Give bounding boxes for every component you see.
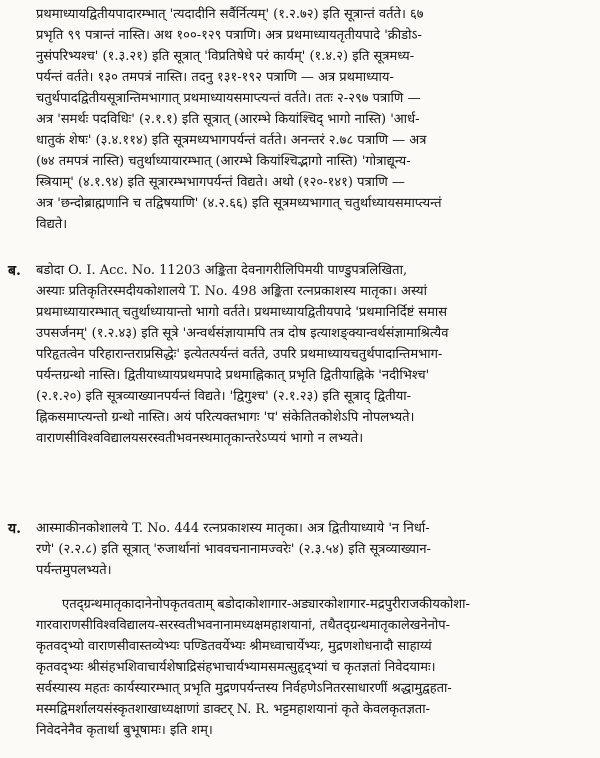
text-line: उपसर्जनम्' (१.२.४३) इति सूत्रे 'अन्वर्थसंज्ञायामपि तत्र दोष इत्याशङ्क्यान्वर्थसंज्ञामाश्रित्यैव: [36, 326, 449, 341]
text-line: (७४ तमपत्रं नास्ति) चतुर्थाध्यायारम्भात् (आरम्भे कियांश्चिद्भागो नास्ति) 'गोत्राद्यून्य-: [36, 154, 411, 169]
text-line: कृतवद्भ्यः श्रीसंहभशिवाचार्यशेषाद्रिसंहभाचार्यभ्यामसमत्सुहृद्भ्यां च कृतज्ञतां निवेदयामः।: [36, 660, 436, 675]
text-line: चतुर्थपादद्वितीयसूत्रान्तिमभागात् प्रथमाध्यायसमाप्त्यन्तं वर्तते। ततः २-२९७ पत्राणि —: [36, 91, 421, 106]
text-line: गारवाराणसीविश्वविद्यालय-सरस्वतीभवनानामध्यक्षमहाशयानां, तथैतद्ग्रन्थमातृकालेखनेनोप-: [36, 618, 451, 633]
text-line: (२.१.२०) इति सूत्रव्याख्यानपर्यन्तं विद्यते। 'द्विगुश्च' (२.१.२३) इति सूत्राद् द्वितीया-: [36, 389, 412, 404]
text-line: धातुकं शेषः' (३.४.११४) इति सूत्रमध्यभागपर्यन्तं वर्तते। अनन्तरं २.७८ पत्राणि — अत्र: [36, 133, 427, 148]
text-line: निवेदनेनैव कृतार्था बुभूषामः। इति शम्।: [36, 723, 213, 738]
section-marker: ब.: [8, 263, 21, 279]
text-line: कृतवद्भ्यो वाराणसीवास्तव्येभ्यः पण्डितवर्येभ्यः श्रीमध्वाचार्येभ्यः, मुद्रणशोधनादौ साहाय्यं: [36, 639, 432, 654]
text-line: प्रथमाध्यायद्वितीयपादारम्भात् 'त्यदादीनि सर्वैर्नित्यम्' (१.२.७२) इति सूत्रान्तं वर्तते। ६७: [36, 7, 424, 22]
text-line: रणे' (२.२.८) इति सूत्रात् 'रुजार्थानां भाववचनानामज्वरेः' (२.३.५४) इति सूत्रव्याख्यान-: [36, 542, 431, 557]
text-line: स्त्रियाम्' (४.१.९४) इति सूत्रारम्भभागपर्यन्तं विद्यते। अथो (१२०-१४१) पत्राणि —: [36, 175, 405, 190]
text-line: पर्यन्तमुपलभ्यते।: [36, 563, 112, 578]
text-line: ह्निकसमाप्त्यन्तो ग्रन्थो नास्ति। अयं परित्यक्तभागः 'प' संकेतितकोशेऽपि नोपलभ्यते।: [36, 410, 415, 425]
text-line: अत्र 'समर्थः पदविधिः' (२.१.१) इति सूत्रात् (आरम्भे कियांश्चिद् भागो नास्ति) 'आर्ध-: [36, 112, 420, 127]
text-line: एतद्ग्रन्थमातृकादानेनोपकृतवताम् बडोदाकोशागार-अड्यारकोशागार-मद्रपुरीराजकीयकोशा-: [62, 597, 470, 612]
text-line: वाराणसीविश्वविद्यालयसरस्वतीभवनस्थमातृकान्तरेऽप्ययं भागो न लभ्यते।: [36, 431, 364, 446]
text-line: सर्वस्यास्य महतः कार्यस्यारम्भात् प्रभृति मुद्रणपर्यन्तस्य निर्वहणेऽनितरसाधारणीं श्रद्धामुद्वहता-: [36, 681, 452, 696]
text-line: मस्मद्विमर्शालयसंस्कृतशाखाध्यक्षाणां डाक्टर् N. R. भट्टमहाशयानां कृते केवलकृतज्ञता-: [36, 702, 430, 717]
text-line: अस्याः प्रतिकृतिरस्मदीयकोशालये T. No. 498 अङ्किता रत्नप्रकाशस्य मातृका। अस्यां: [36, 284, 427, 299]
text-line: प्रभृति ९९ पत्रान्तं नास्ति। अथ १००-१२९ पत्राणि। अत्र प्रथमाध्यायतृतीयपादे 'क्रीडोऽ-: [36, 28, 422, 43]
text-line: पर्यन्तं वर्तते। १३० तमपत्रं नास्ति। तदनु १३१-१९२ पत्राणि — अत्र प्रथमाध्याय-: [36, 70, 394, 85]
text-line: नुसंपरिभ्यश्च' (१.३.२१) इति सूत्रात् 'विप्रतिषेधे परं कार्यम्' (१.४.२) इति सूत्रमध्य-: [36, 49, 415, 64]
text-line: परिहृतत्वेन परिहारान्तराप्रसिद्धेः' इत्येतत्पर्यन्तं वर्तते, उपरि प्रथमाध्यायचतुर्थपादान्तिमभाग-: [36, 347, 443, 362]
section-marker: य.: [8, 521, 21, 537]
text-line: पर्यन्तग्रन्थो नास्ति। द्वितीयाध्यायप्रथमपादे प्रथमाह्निकात् प्रभृति द्वितीयाह्निके 'नदीभिश्च': [36, 368, 430, 383]
text-line: आस्माकीनकोशालये T. No. 444 रत्नप्रकाशस्य मातृका। अत्र द्वितीयाध्याये 'न निर्धा-: [36, 521, 430, 536]
text-line: विद्यते।: [36, 217, 68, 232]
text-line: प्रथमाध्यायारम्भात् चतुर्थाध्यायान्तो भागो वर्तते। प्रथमाध्यायद्वितीयपादे 'प्रथमानिर्दिष्टं समास: [36, 305, 448, 320]
text-line: अत्र 'छन्दोब्राह्मणानि च तद्विषयाणि' (४.२.६६) इति सूत्रमध्यभागात् चतुर्थाध्यायसमाप्त्यन्तं: [36, 196, 442, 211]
text-line: बडोदा O. I. Acc. No. 11203 अङ्किता देवनागरीलिपिमयी पाण्डुपत्रलिखिता,: [36, 263, 408, 278]
